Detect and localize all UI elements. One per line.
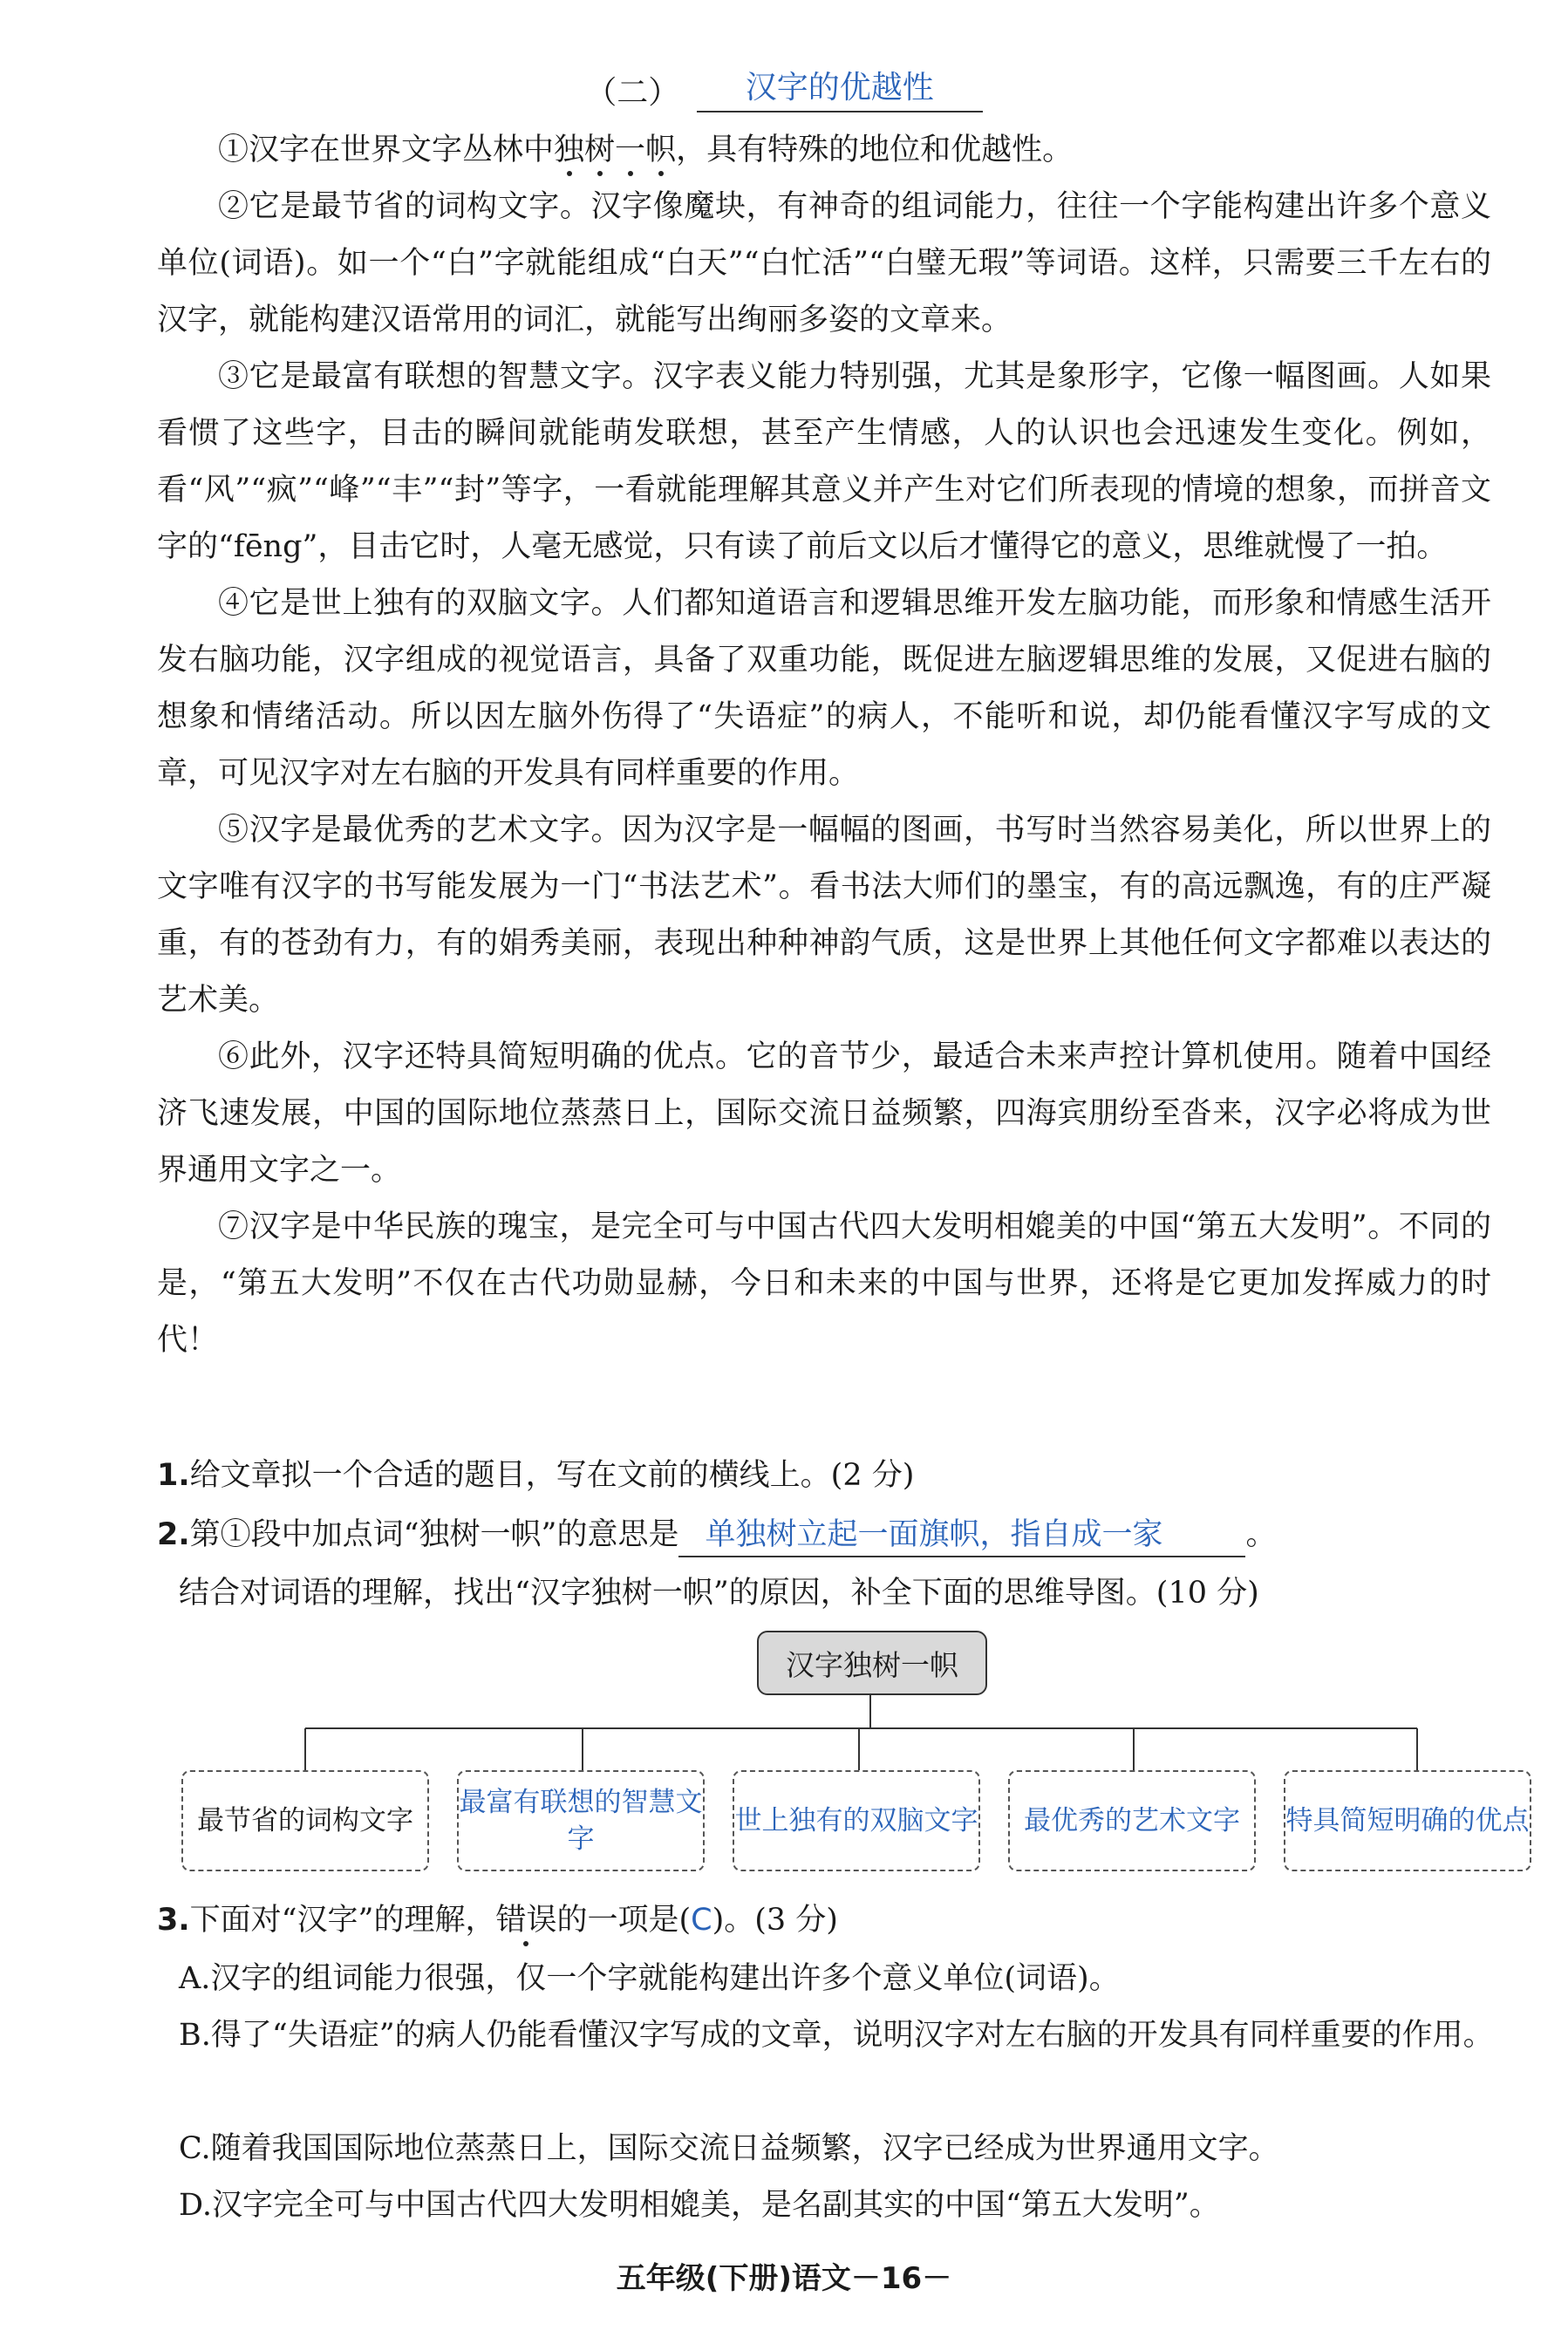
question-2-answer-blank[interactable]: 单独树立起一面旗帜，指自成一家: [678, 1514, 1245, 1557]
dotted-word-char: 一: [615, 133, 646, 167]
question-2-suffix: 。: [1245, 1517, 1277, 1552]
option-a[interactable]: A.汉字的组词能力很强，仅一个字就能构建出许多个意义单位(词语)。: [179, 1961, 1120, 1996]
mindmap-node-4-answer[interactable]: 最优秀的艺术文字: [1008, 1770, 1256, 1871]
question-2-prefix: 第①段中加点词“独树一帜”的意思是: [189, 1517, 679, 1552]
dotted-word-char: 独: [554, 133, 585, 167]
option-c[interactable]: C.随着我国国际地位蒸蒸日上，国际交流日益频繁，汉字已经成为世界通用文字。: [179, 2131, 1279, 2166]
section-number: （二）: [585, 75, 680, 111]
mindmap-node-2-answer[interactable]: 最富有联想的智慧文字: [457, 1770, 705, 1871]
dotted-word-char: 帜: [645, 133, 677, 167]
paragraph-4: ④它是世上独有的双脑文字。人们都知道语言和逻辑思维开发左脑功能，而形象和情感生活开发右脑功能，汉字组成的视觉语言，具备了双重功能，既促进左脑逻辑思维的发展，又促进右脑的想象和情绪活动。所以因左脑外伤得了“失语症”的病人，不能听和说，却仍能看懂汉字写成的文章，可见汉字对左右脑的开发具有同样重要的作用。: [157, 586, 1491, 791]
question-2-instruction: 结合对词语的理解，找出“汉字独树一帜”的原因，补全下面的思维导图。(10 分): [179, 1576, 1259, 1611]
question-1-number: 1.: [157, 1458, 190, 1493]
option-b[interactable]: B.得了“失语症”的病人仍能看懂汉字写成的文章，说明汉字对左右脑的开发具有同样重要的作用。: [179, 2018, 1494, 2053]
mindmap-node-3-answer[interactable]: 世上独有的双脑文字: [733, 1770, 980, 1871]
question-1-text: 给文章拟一个合适的题目，写在文前的横线上。(2 分): [189, 1458, 915, 1493]
question-3: [157, 1892, 1517, 1948]
question-3-number: 3.: [157, 1903, 190, 1938]
dotted-word-char: 树: [584, 133, 616, 167]
paragraph-2: ②它是最节省的词构文字。汉字像魔块，有神奇的组词能力，往往一个字能构建出许多个意义单位(词语)。如一个“白”字就能组成“白天”“白忙活”“白璧无瑕”等词语。这样，只需要三千左右的汉字，就能构建汉语常用的词汇，就能写出绚丽多姿的文章来。: [157, 189, 1491, 337]
paragraph-1-post: ，具有特殊的地位和优越性。: [676, 133, 1074, 167]
page-footer: 五年级(下册)语文－16－: [616, 2261, 952, 2296]
mindmap-node-1: 最节省的词构文字: [181, 1770, 429, 1871]
title-answer-line: 汉字的优越性: [697, 63, 983, 112]
question-3-answer[interactable]: C: [691, 1903, 712, 1938]
paragraph-1-pre: ①汉字在世界文字丛林中: [218, 133, 555, 167]
option-d[interactable]: D.汉字完全可与中国古代四大发明相媲美，是名副其实的中国“第五大发明”。: [179, 2188, 1220, 2223]
paragraph-3: ③它是最富有联想的智慧文字。汉字表义能力特别强，尤其是象形字，它像一幅图画。人如果看惯了这些字，目击的瞬间就能萌发联想，甚至产生情感，人的认识也会迅速发生变化。例如，看“风”“疯”“峰”“丰”“封”等字，一看就能理解其意义并产生对它们所表现的情境的想象，而拼音文字的“fēng”，目击它时，人毫无感觉，只有读了前后文以后才懂得它的意义，思维就慢了一拍。: [157, 359, 1491, 564]
paragraph-6: ⑥此外，汉字还特具简短明确的优点。它的音节少，最适合未来声控计算机使用。随着中国经济飞速发展，中国的国际地位蒸蒸日上，国际交流日益频繁，四海宾朋纷至沓来，汉字必将成为世界通用文字之一。: [157, 1039, 1491, 1188]
question-3-post: )。(3 分): [712, 1903, 838, 1938]
emphasis-dotted-word: 错误: [495, 1903, 557, 1938]
question-3-mid: 的一项是(: [556, 1903, 692, 1938]
question-3-pre: 下面对“汉字”的理解，: [189, 1903, 496, 1938]
mindmap-node-5-answer[interactable]: 特具简短明确的优点: [1284, 1770, 1531, 1871]
mindmap-root: 汉字独树一帜: [757, 1631, 987, 1695]
question-2-number: 2.: [157, 1517, 190, 1552]
paragraph-7: ⑦汉字是中华民族的瑰宝，是完全可与中国古代四大发明相媲美的中国“第五大发明”。不同的是，“第五大发明”不仅在古代功勋显赫，今日和未来的中国与世界，还将是它更加发挥威力的时代！: [157, 1209, 1491, 1358]
paragraph-5: ⑤汉字是最优秀的艺术文字。因为汉字是一幅幅的图画，书写时当然容易美化，所以世界上的文字唯有汉字的书写能发展为一门“书法艺术”。看书法大师们的墨宝，有的高远飘逸，有的庄严凝重，有的苍劲有力，有的娟秀美丽，表现出种种神韵气质，这是世界上其他任何文字都难以表达的艺术美。: [157, 813, 1491, 1018]
